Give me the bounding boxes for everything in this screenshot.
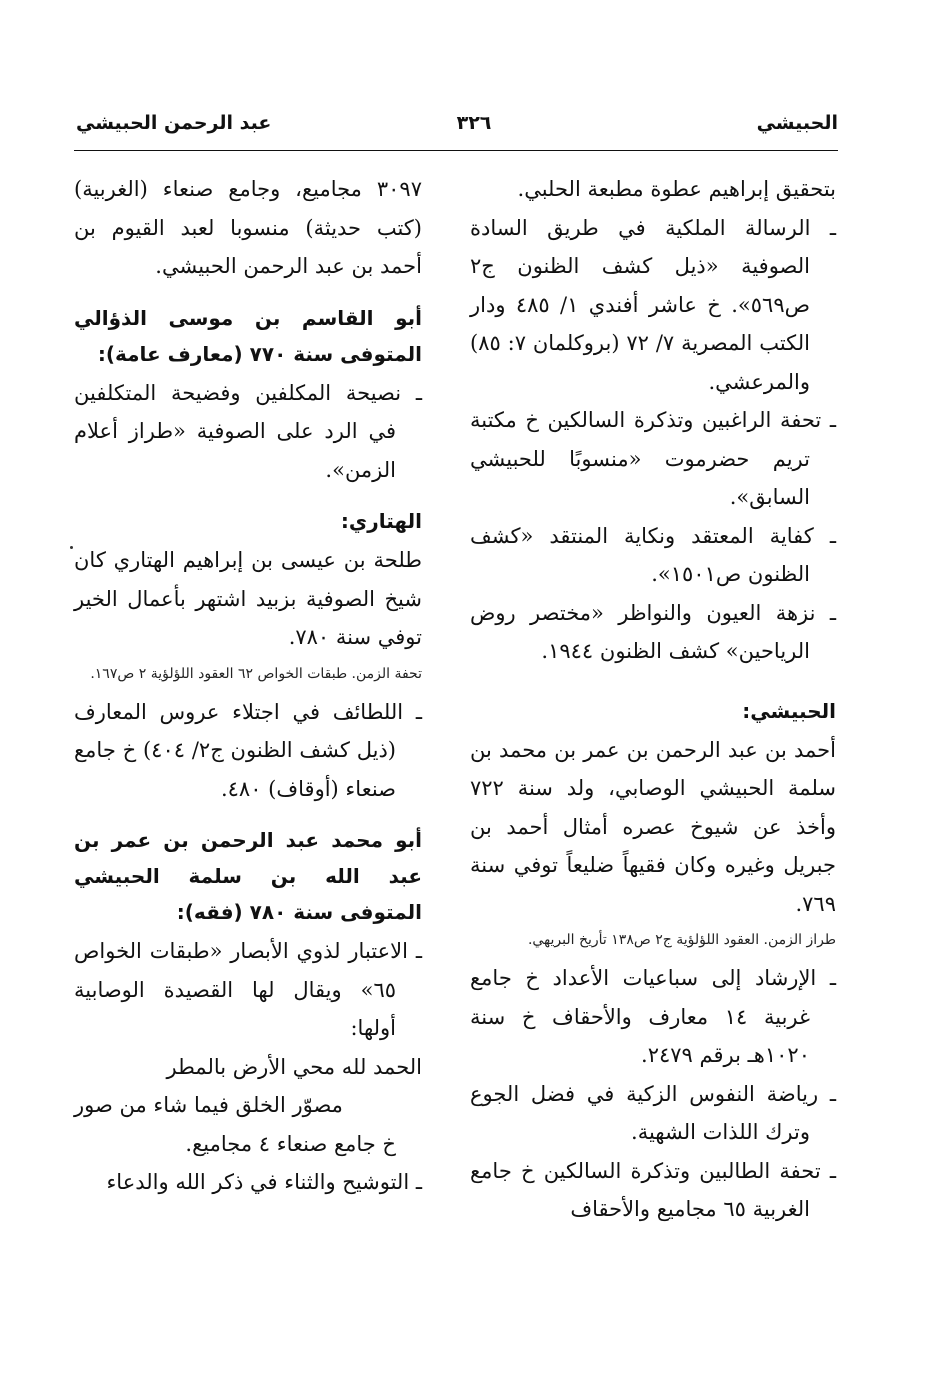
sources-note: تحفة الزمن. طبقات الخواص ٦٢ العقود اللؤلؤية ٢ ص١٦٧. bbox=[90, 665, 422, 682]
list-item: ـ الاعتبار لذوي الأبصار «طبقات الخواص ٦٥» ويقال لها القصيدة الوصابية أولها: bbox=[74, 939, 422, 1040]
after-verse-text: خ جامع صنعاء ٤ مجاميع. bbox=[185, 1131, 396, 1156]
section-heading: الحبيشي: bbox=[742, 698, 836, 723]
verse-line: الحمد لله محي الأرض بالمطر bbox=[166, 1054, 422, 1079]
running-header-right: الحبيشي bbox=[756, 112, 838, 134]
list-item: ـ تحفة الراغبين وتذكرة السالكين خ مكتبة تريم حضرموت «منسوبًا للحبيشي السابق». bbox=[470, 408, 836, 509]
list-item: ـ نزهة العيون والنواظر «مختصر روض الرياحين» كشف الظنون ١٩٤٤. bbox=[470, 600, 836, 663]
list-item: ـ رياضة النفوس الزكية في فضل الجوع وترك اللذات الشهية. bbox=[470, 1081, 836, 1144]
sources-note: طراز الزمن. العقود اللؤلؤية ج٢ ص١٣٨ تأريخ البريهي. bbox=[527, 932, 836, 948]
list-item: ـ كفاية المعتقد ونكاية المنتقد «كشف الظنون ص١٥٠١». bbox=[470, 523, 836, 586]
list-item: ـ التوشيح والثناء في ذكر الله والدعاء bbox=[106, 1170, 422, 1194]
list-item: ـ اللطائف في اجتلاء عروس المعارف (ذيل كشف الظنون ج٢/ ٤٠٤) خ جامع صنعاء (أوقاف) ٤٨٠. bbox=[74, 699, 422, 801]
list-item: ـ الإرشاد إلى سباعيات الأعداد خ جامع غربية ١٤ معارف والأحقاف خ سنة ١٠٢٠هـ برقم ٢٤٧٩. bbox=[470, 966, 836, 1067]
list-item: ـ نصيحة المكلفين وفضيحة المتكلفين في الرد على الصوفية «طراز أعلام الزمن». bbox=[74, 380, 422, 482]
right-column bbox=[470, 170, 836, 1229]
continuation-text: بتحقيق إبراهيم عطوة مطبعة الحلبي. bbox=[517, 177, 836, 201]
running-header-left: عبد الرحمن الحبيشي bbox=[76, 112, 272, 134]
page-number: ٣٢٦ bbox=[456, 112, 492, 134]
left-column bbox=[74, 170, 422, 1202]
continuation-text: ٣٠٩٧ مجاميع، وجامع صنعاء (الغربية) (كتب حديثة) منسوبا لعبد القيوم بن أحمد بن عبد الرحمن الحبيشي. bbox=[74, 177, 422, 278]
section-heading: أبو محمد عبد الرحمن بن عمر بن عبد الله بن سلمة الحبيشي المتوفى سنة ٧٨٠ (فقه): bbox=[74, 828, 422, 924]
verse-line: مصوّر الخلق فيما شاء من صور bbox=[74, 1093, 343, 1117]
list-item: ـ الرسالة الملكية في طريق السادة الصوفية «ذيل كشف الظنون ج٢ ص٥٦٩». خ عاشر أفندي ١/ ٤٨٥ ودار الكتب المصرية ٧/ ٧٢ (بروكلمان ٧: ٨٥) والمرعشي. bbox=[470, 215, 836, 394]
section-heading: الهتاري: bbox=[340, 509, 422, 533]
biography-text: طلحة بن عيسى بن إبراهيم الهتاري كان شيخ الصوفية بزبيد اشتهر بأعمال الخير توفي سنة ٧٨٠. bbox=[74, 548, 422, 649]
list-item: ـ تحفة الطالبين وتذكرة السالكين خ جامع الغربية ٦٥ مجاميع والأحقاف bbox=[470, 1158, 836, 1221]
scan-speck bbox=[70, 546, 73, 549]
header-rule bbox=[74, 150, 838, 151]
biography-text: أحمد بن عبد الرحمن بن عمر بن محمد بن سلمة الحبيشي الوصابي، ولد سنة ٧٢٢ وأخذ عن شيوخ عصره أمثال أحمد بن جبريل وغيره وكان فقيهاً ضليعاً توفي سنة ٧٦٩. bbox=[470, 737, 836, 916]
section-heading: أبو القاسم بن موسى الذؤالي المتوفى سنة ٧٧٠ (معارف عامة): bbox=[74, 305, 422, 366]
